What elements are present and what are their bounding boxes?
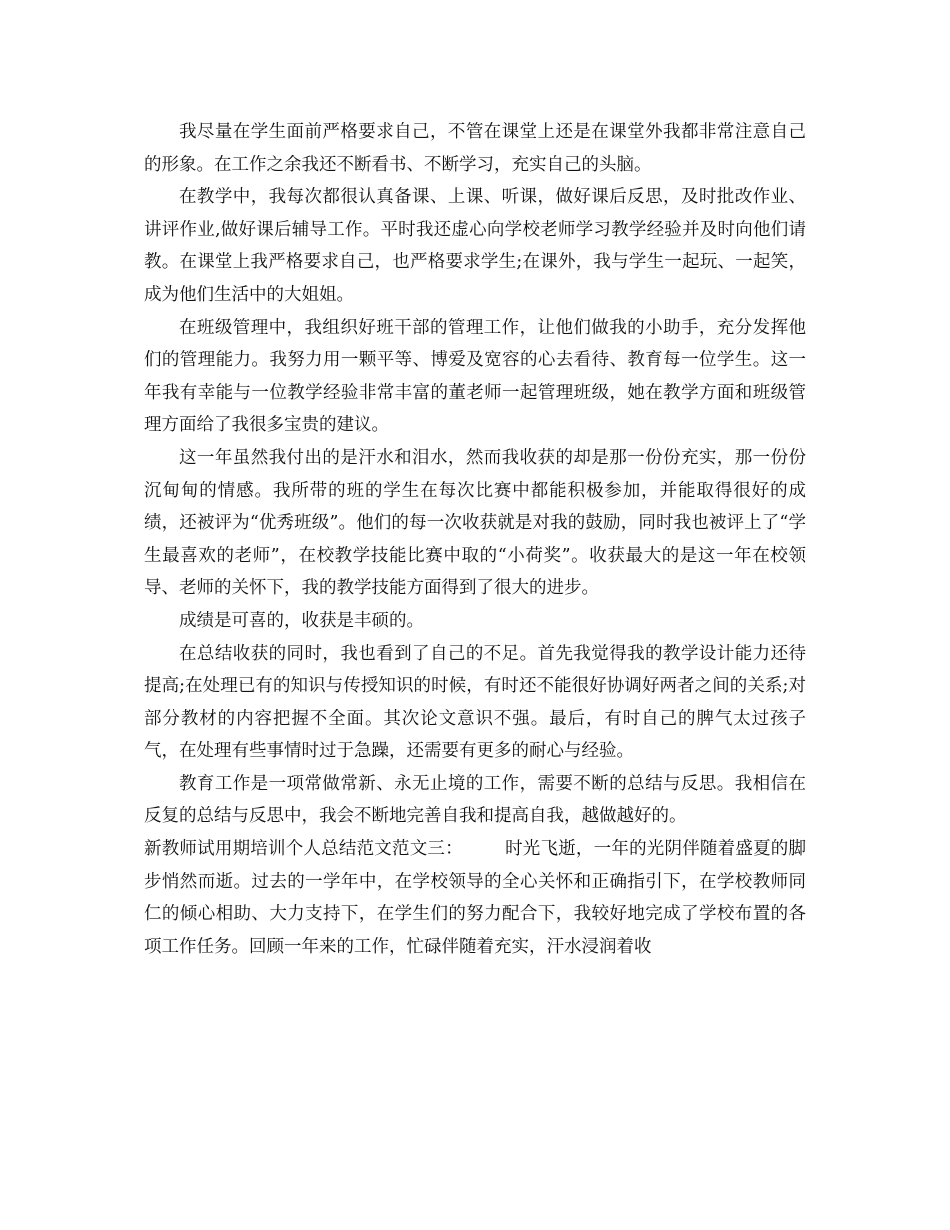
- paragraph-teaching: 在教学中，我每次都很认真备课、上课、听课，做好课后反思，及时批改作业、讲评作业,做好课后辅导工作。平时我还虚心向学校老师学习教学经验并及时向他们请教。在课堂上我严格要求自己，也严格要求学生;在课外，我与学生一起玩、一起笑，成为他们生活中的大姐姐。: [144, 187, 806, 305]
- paragraph-reflection: 教育工作是一项常做常新、永无止境的工作，需要不断的总结与反思。我相信在反复的总结与反思中，我会不断地完善自我和提高自我，越做越好的。: [144, 773, 806, 827]
- paragraph-shortcomings: 在总结收获的同时，我也看到了自己的不足。首先我觉得我的教学设计能力还待提高;在处理已有的知识与传授知识的时候，有时还不能很好协调好两者之间的关系;对部分教材的内容把握不全面。其次论文意识不强。最后，有时自己的脾气太过孩子气，在处理有些事情时过于急躁，还需要有更多的耐心与经验。: [144, 643, 806, 762]
- section-three: [144, 833, 806, 963]
- section-heading: 新教师试用期培训个人总结范文范文三：: [144, 839, 463, 860]
- document-body: [144, 116, 806, 963]
- paragraph-summary-line: 成绩是可喜的，收获是丰硕的。: [179, 610, 424, 631]
- section-body: 时光飞逝，一年的光阴伴随着盛夏的脚步悄然而逝。过去的一学年中，在学校领导的全心关怀和正确指引下，在学校教师同仁的倾心相助、大力支持下，在学生们的努力配合下，我较好地完成了学校布置的各项工作任务。回顾一年来的工作，忙碌伴随着充实，汗水浸润着收: [144, 839, 807, 957]
- paragraph-class-management: 在班级管理中，我组织好班干部的管理工作，让他们做我的小助手，充分发挥他们的管理能力。我努力用一颗平等、博爱及宽容的心去看待、教育每一位学生。这一年我有幸能与一位教学经验非常丰富的董老师一起管理班级，她在教学方面和班级管理方面给了我很多宝贵的建议。: [144, 317, 806, 436]
- paragraph-achievements: 这一年虽然我付出的是汗水和泪水，然而我收获的却是那一份份充实，那一份份沉甸甸的情感。我所带的班的学生在每次比赛中都能积极参加，并能取得很好的成绩，还被评为“优秀班级”。他们的每一次收获就是对我的鼓励，同时我也被评上了“学生最喜欢的老师”，在校教学技能比赛中取的“小荷奖”。收获最大的是这一年在校领导、老师的关怀下，我的教学技能方面得到了很大的进步。: [144, 447, 806, 599]
- paragraph-self-discipline: 我尽量在学生面前严格要求自己，不管在课堂上还是在课堂外我都非常注意自己的形象。在工作之余我还不断看书、不断学习，充实自己的头脑。: [144, 122, 806, 175]
